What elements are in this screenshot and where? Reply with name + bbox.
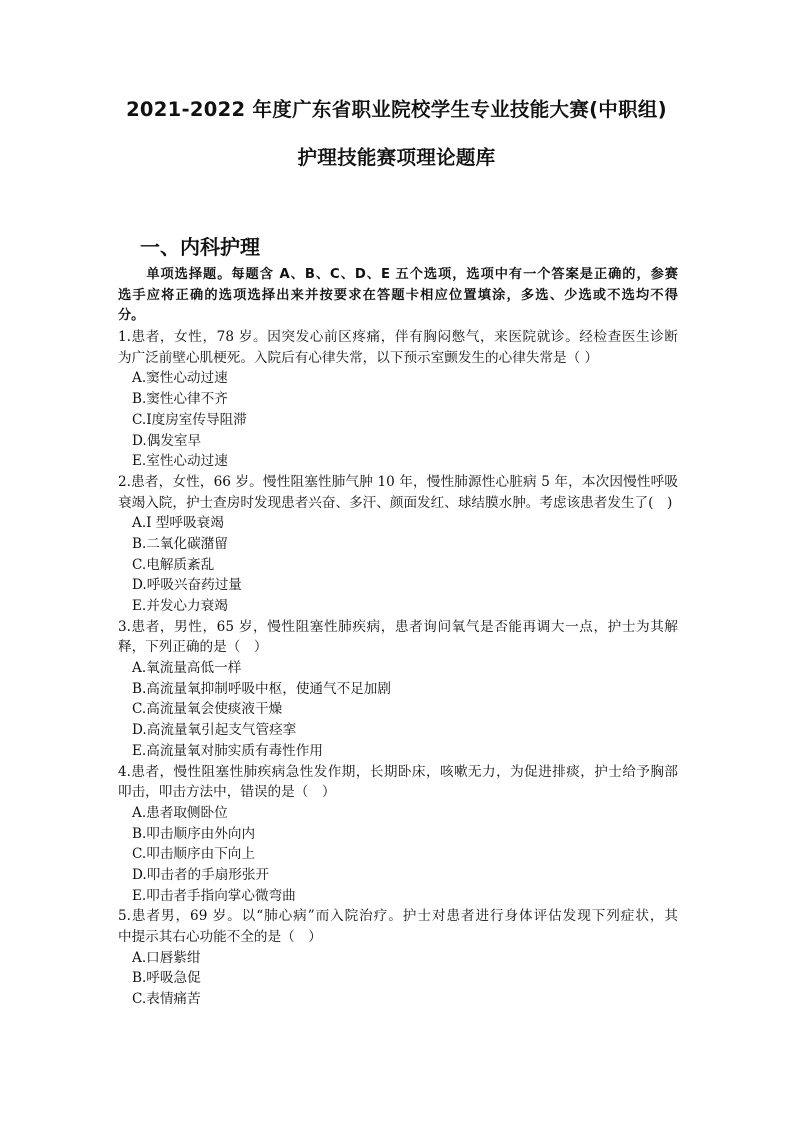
answer-option: D.呼吸兴奋药过量 bbox=[132, 577, 242, 594]
question-list bbox=[118, 327, 678, 1010]
question-item bbox=[118, 617, 678, 762]
question-stem-line: 中提示其右心功能不全的是（ ） bbox=[118, 929, 322, 945]
question-bank-body bbox=[118, 265, 678, 1010]
instruction-line: 单项选择题。每题含 A、B、C、D、E 五个选项，选项中有一个答案是正确的，参赛 bbox=[118, 267, 678, 282]
question-item bbox=[118, 327, 678, 472]
answer-option: B.窦性心律不齐 bbox=[132, 391, 228, 408]
section-heading: 一、内科护理 bbox=[140, 235, 260, 259]
answer-option: E.叩击者手指向掌心微弯曲 bbox=[132, 887, 296, 904]
question-stem-line: 衰竭入院，护士查房时发现患者兴奋、多汗、颜面发红、球结膜水肿。考虑该患者发生了( ) bbox=[118, 494, 673, 511]
document-title-line2: 护理技能赛项理论题库 bbox=[297, 146, 496, 169]
answer-option: B.呼吸急促 bbox=[132, 970, 201, 987]
question-stem-line: 为广泛前壁心肌梗死。入院后有心律失常，以下预示室颤发生的心律失常是（ ） bbox=[118, 349, 599, 366]
answer-option: C.Ⅰ度房室传导阻滞 bbox=[132, 411, 247, 428]
question-stem-line: 1.患者，女性，78 岁。因突发心前区疼痛，伴有胸闷憋气，来医院就诊。经检查医生诊断 bbox=[118, 329, 678, 346]
answer-option: A.患者取侧卧位 bbox=[132, 804, 228, 821]
instruction-line: 选手应将正确的选项选择出来并按要求在答题卡相应位置填涂，多选、少选或不选均不得 bbox=[118, 287, 678, 303]
answer-option: E.并发心力衰竭 bbox=[132, 598, 228, 614]
answer-option: D.偶发室早 bbox=[132, 432, 202, 449]
answer-option: E.室性心动过速 bbox=[132, 453, 228, 470]
question-stem-line: 3.患者，男性，65 岁，慢性阻塞性肺疾病，患者询问氧气是否能再调大一点，护士为其解 bbox=[118, 618, 678, 635]
question-item bbox=[118, 906, 678, 1009]
question-stem-line: 释，下列正确的是（ ） bbox=[118, 639, 268, 656]
answer-option: B.叩击顺序由外向内 bbox=[132, 825, 256, 842]
question-stem-line: 5.患者男，69 岁。以“肺心病”而入院治疗。护士对患者进行身体评估发现下列症状，其 bbox=[118, 908, 678, 925]
question-stem-line: 4.患者，慢性阻塞性肺疾病急性发作期，长期卧床，咳嗽无力，为促进排痰，护士给予胸部 bbox=[118, 763, 678, 780]
question-stem-line: 叩击，叩击方法中，错误的是（ ） bbox=[118, 784, 336, 801]
instruction-line: 分。 bbox=[118, 308, 145, 324]
answer-option: C.高流量氧会使痰液干燥 bbox=[132, 701, 283, 718]
answer-option: A.口唇紫绀 bbox=[132, 949, 201, 966]
answer-option: D.叩击者的手扇形张开 bbox=[132, 866, 270, 883]
answer-option: D.高流量氧引起支气管痉挛 bbox=[132, 722, 297, 739]
question-stem-line: 2.患者，女性，66 岁。慢性阻塞性肺气肿 10 年，慢性肺源性心脏病 5 年，本次因慢性呼吸 bbox=[118, 473, 678, 490]
answer-option: B.高流量氧抑制呼吸中枢，使通气不足加剧 bbox=[132, 680, 391, 697]
answer-option: B.二氧化碳潴留 bbox=[132, 535, 228, 552]
answer-option: C.表情痛苦 bbox=[132, 991, 201, 1008]
instructions bbox=[118, 265, 678, 327]
answer-option: E.高流量氧对肺实质有毒性作用 bbox=[132, 742, 323, 759]
answer-option: C.电解质紊乱 bbox=[132, 556, 215, 573]
answer-option: A.窦性心动过速 bbox=[132, 370, 228, 387]
question-item bbox=[118, 762, 678, 907]
answer-option: A.氧流量高低一样 bbox=[132, 660, 242, 677]
answer-option: C.叩击顺序由下向上 bbox=[132, 846, 255, 863]
document-title-line1: 2021-2022 年度广东省职业院校学生专业技能大赛(中职组) bbox=[126, 98, 667, 121]
answer-option: A.I 型呼吸衰竭 bbox=[132, 515, 224, 532]
question-item bbox=[118, 472, 678, 617]
